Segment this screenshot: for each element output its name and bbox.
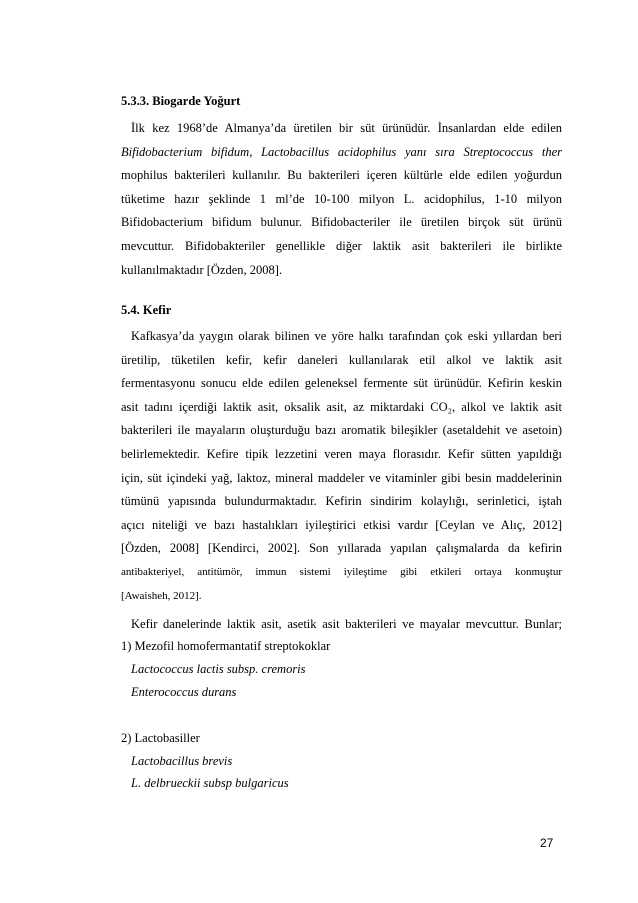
text-line: mevcuttur. Bifidobakteriler genellikle diğer laktik asit bakterileri ile birlikte bbox=[121, 238, 562, 253]
text-line: fermentasyonu sonucu elde edilen geleneksel fermente süt ürünüdür. Kefirin keskin bbox=[121, 376, 562, 391]
text-line: asit tadını içerdiği laktik asit, oksalik asit, az miktardaki CO₂, alkol ve laktik asit bbox=[121, 399, 562, 414]
group2-item: L. delbrueckii subsp bulgaricus bbox=[131, 776, 289, 790]
paragraph-kefir bbox=[121, 325, 562, 608]
section-heading-biogarde: 5.3.3. Biogarde Yoğurt bbox=[121, 94, 241, 108]
text-line: bakterileri ile mayaların oluşturduğu bazı aromatik bileşikler (asetaldehit ve asetoin) bbox=[121, 423, 562, 438]
section-heading-kefir: 5.4. Kefir bbox=[121, 303, 172, 317]
text-line: kullanılmaktadır [Özden, 2008]. bbox=[121, 262, 283, 277]
paragraph-biogarde bbox=[121, 117, 562, 282]
text-line: Kafkasya’da yaygın olarak bilinen ve yöre halkı tarafından çok eski yıllardan beri bbox=[131, 329, 562, 343]
group1-item: Enterococcus durans bbox=[131, 685, 237, 699]
text-line: tüketime hazır şeklinde 1 ml’de 10-100 milyon L. acidophilus, 1-10 milyon bbox=[121, 191, 562, 206]
group1-item: Lactococcus lactis subsp. cremoris bbox=[131, 662, 306, 676]
text-line: mophilus bakterileri kullanılır. Bu bakterileri içeren kültürle elde edilen yoğurdun bbox=[121, 168, 562, 183]
text-line: üretilip, tüketilen kefir, kefir daneleri kullanılarak etil alkol ve laktik asit bbox=[121, 352, 562, 367]
text-line: antibakteriyel, antitümör, immun sistemi iyileştime gibi etkileri ortaya konmuştur bbox=[121, 565, 562, 578]
text-line: Bifidobacterium bifidum bulunur. Bifidobacteriler ile üretilen birçok süt ürünü bbox=[121, 215, 562, 230]
text-line: belirlemektedir. Kefire tipik lezzetini veren maya florasıdır. Kefir sütten yapıldığı bbox=[121, 446, 562, 461]
group2-item: Lactobacillus brevis bbox=[131, 754, 233, 768]
text-line: tümünü yapısında bulundurmaktadır. Kefirin sindirim kolaylığı, serinletici, iştah bbox=[121, 494, 562, 509]
text-line: açıcı niteliği ve bazı hastalıkları iyileştirici etkisi vardır [Ceylan ve Alıç, 2012] bbox=[121, 517, 562, 532]
group1-title: 1) Mezofil homofermantatif streptokoklar bbox=[121, 639, 331, 653]
text-line: [Awaisheh, 2012]. bbox=[121, 589, 202, 602]
text-line: [Özden, 2008] [Kendirci, 2002]. Son yıllarada yapılan çalışmalarda da kefirin bbox=[121, 541, 562, 556]
text-line: Bifidobacterium bifidum, Lactobacillus acidophilus yanı sıra Streptococcus ther bbox=[121, 144, 562, 159]
page-number: 27 bbox=[540, 836, 554, 850]
group2-title: 2) Lactobasiller bbox=[121, 731, 200, 745]
text-line: için, süt içindeki yağ, laktoz, mineral maddeler ve vitaminler gibi besin maddelerinin bbox=[121, 470, 562, 485]
text-line: İlk kez 1968’de Almanya’da üretilen bir süt ürünüdür. İnsanlardan elde edilen bbox=[131, 121, 562, 135]
kefir-intro-line: Kefir danelerinde laktik asit, asetik asit bakterileri ve mayalar mevcuttur. Bunlar; bbox=[131, 617, 562, 631]
